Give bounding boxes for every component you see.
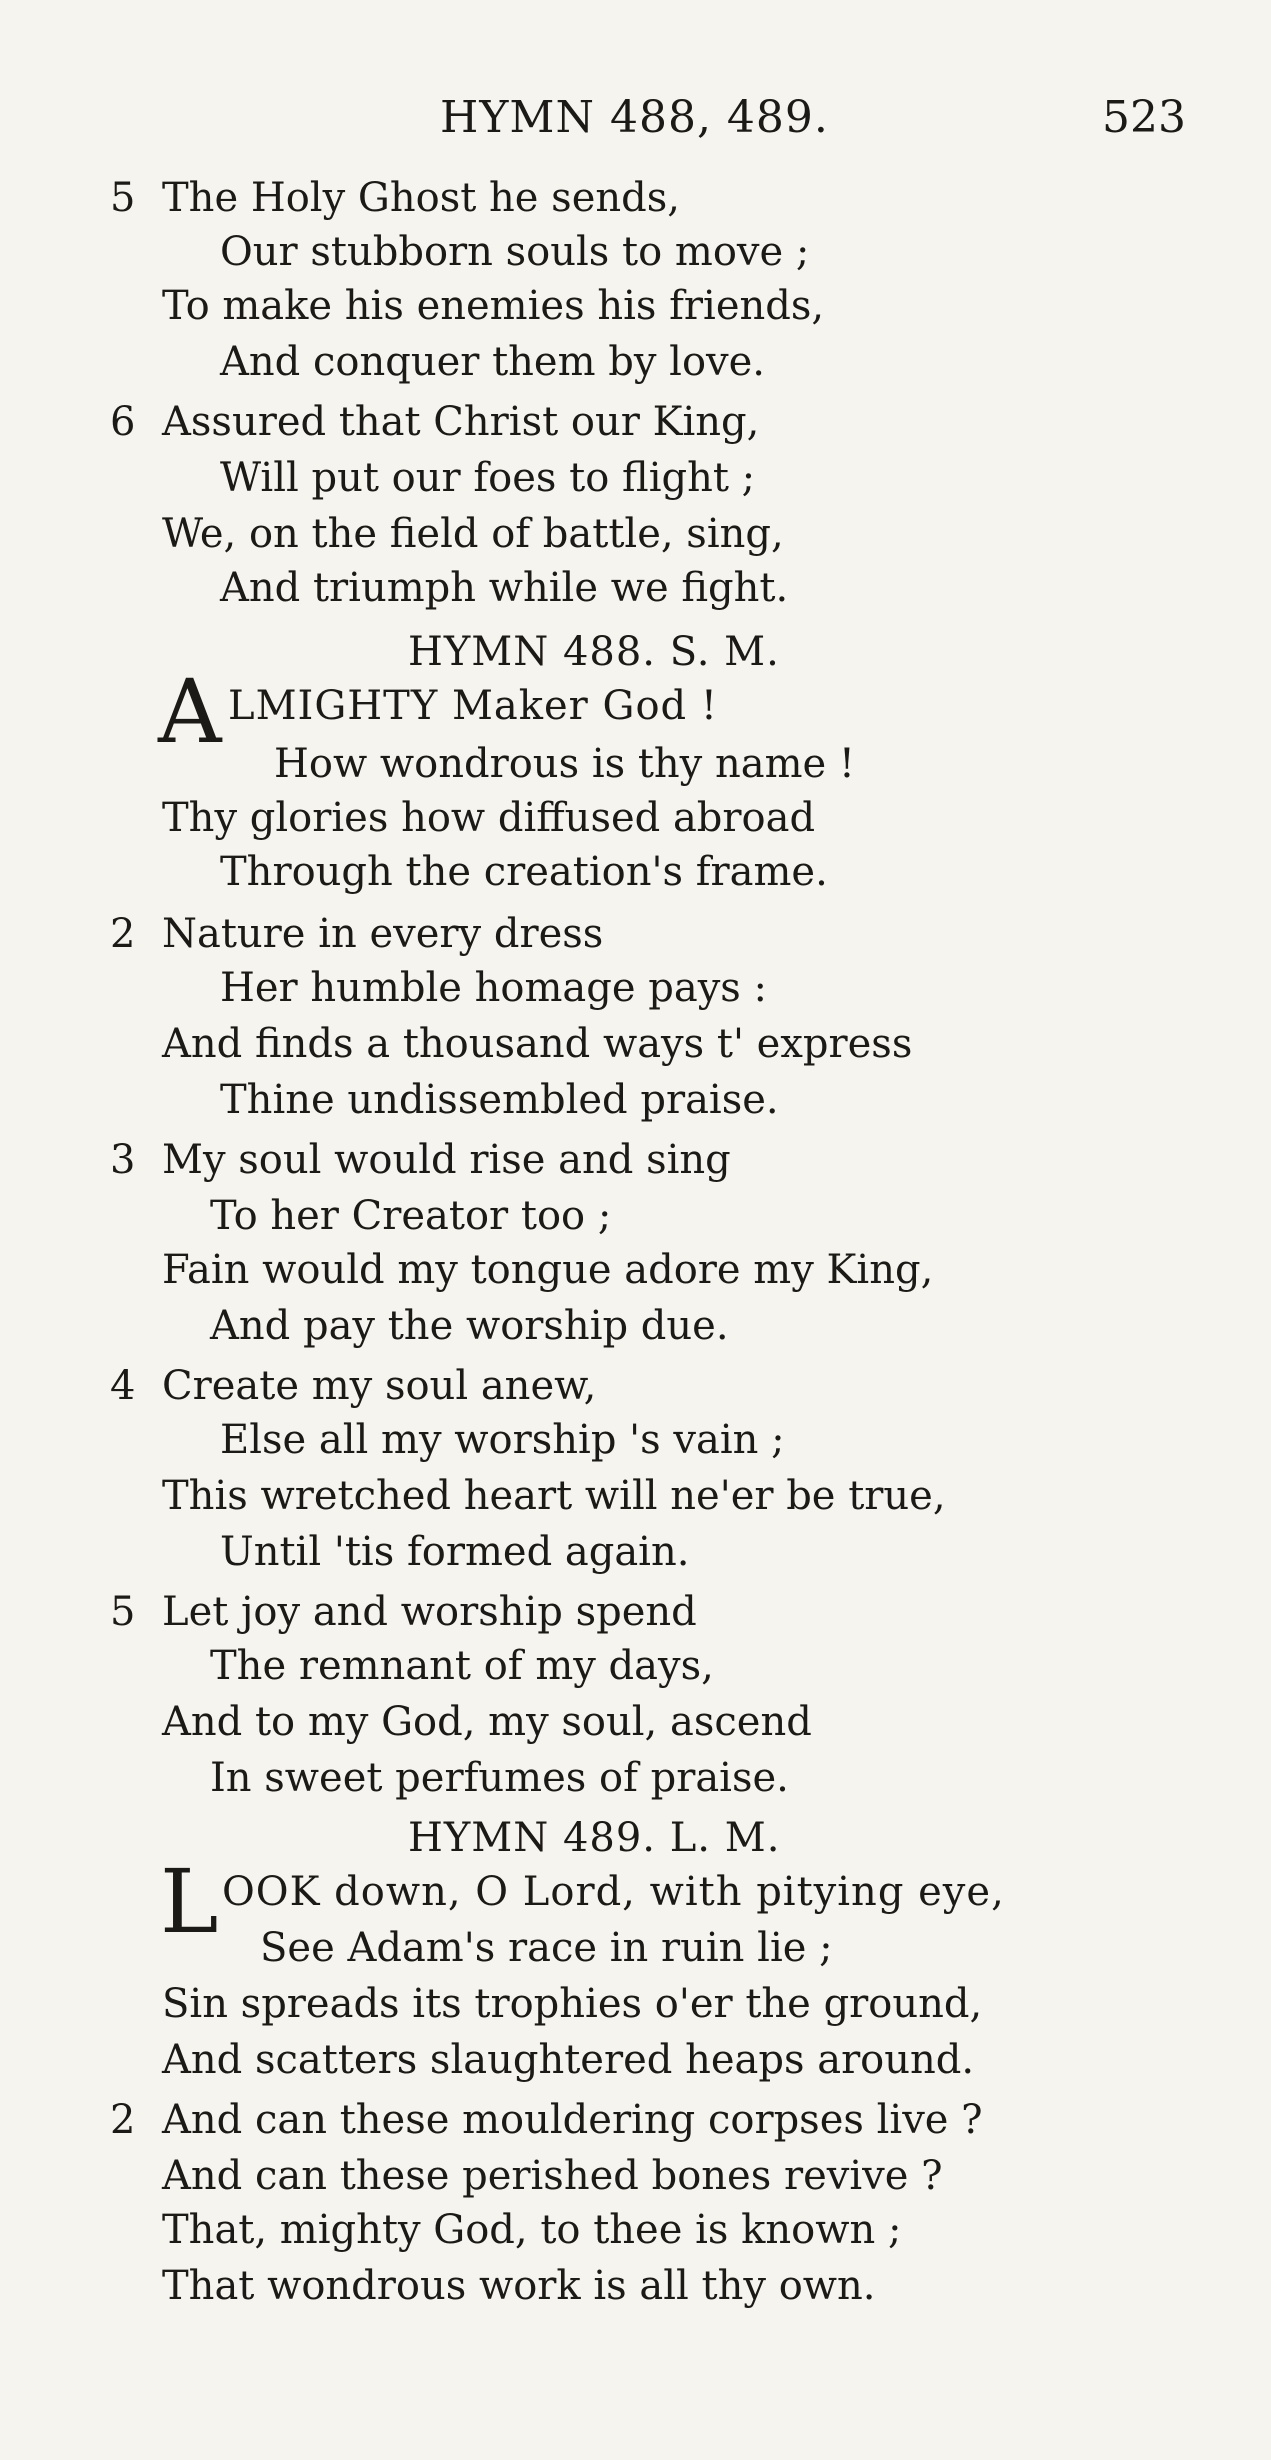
verse-line: OOK down, O Lord, with pitying eye,: [222, 1869, 1005, 1915]
verse-line: See Adam's race in ruin lie ;: [260, 1925, 833, 1971]
verse-number: 3: [110, 1137, 136, 1183]
verse-line: Assured that Christ our King,: [162, 399, 760, 445]
verse-line: Create my soul anew,: [162, 1363, 597, 1409]
verse-line: Let joy and worship spend: [162, 1589, 697, 1635]
verse-line: Fain would my tongue adore my King,: [162, 1247, 934, 1293]
verse-number: 4: [110, 1363, 136, 1409]
verse-number: 5: [110, 175, 136, 221]
verse-line: In sweet perfumes of praise.: [210, 1755, 789, 1801]
verse-line: Sin spreads its trophies o'er the ground,: [162, 1981, 983, 2027]
verse-line: And triumph while we fight.: [220, 565, 789, 611]
verse-number: 2: [110, 911, 136, 957]
verse-line: We, on the field of battle, sing,: [162, 511, 784, 557]
verse-number: 5: [110, 1589, 136, 1635]
verse-line: Nature in every dress: [162, 911, 604, 957]
verse-line: And pay the worship due.: [210, 1303, 729, 1349]
verse-line: Thy glories how diffused abroad: [162, 795, 816, 841]
verse-line: That wondrous work is all thy own.: [162, 2263, 876, 2309]
verse-line: That, mighty God, to thee is known ;: [162, 2207, 902, 2253]
verse-number: 2: [110, 2097, 136, 2143]
verse-number: 6: [110, 399, 136, 445]
verse-line: And to my God, my soul, ascend: [162, 1699, 812, 1745]
verse-line: Our stubborn souls to move ;: [220, 229, 810, 275]
verse-line: The Holy Ghost he sends,: [162, 175, 680, 221]
verse-line: Else all my worship 's vain ;: [220, 1417, 785, 1463]
verse-line: Will put our foes to flight ;: [220, 455, 756, 501]
verse-line: LMIGHTY Maker God !: [228, 683, 718, 729]
drop-cap: L: [160, 1850, 219, 1953]
verse-line: Through the creation's frame.: [220, 849, 828, 895]
hymn-489-heading: HYMN 489. L. M.: [408, 1815, 781, 1861]
page-number: 523: [1102, 92, 1186, 143]
verse-line: Until 'tis formed again.: [220, 1529, 690, 1575]
verse-line: My soul would rise and sing: [162, 1137, 731, 1183]
verse-line: How wondrous is thy name !: [274, 741, 855, 787]
hymn-488-heading: HYMN 488. S. M.: [408, 629, 780, 675]
drop-cap: A: [158, 660, 222, 763]
verse-line: This wretched heart will ne'er be true,: [162, 1473, 946, 1519]
verse-line: And scatters slaughtered heaps around.: [162, 2037, 975, 2083]
running-head: HYMN 488, 489.: [440, 92, 829, 143]
verse-line: Her humble homage pays :: [220, 965, 768, 1011]
verse-line: To her Creator too ;: [210, 1193, 612, 1239]
verse-line: And can these perished bones revive ?: [162, 2153, 943, 2199]
verse-line: Thine undissembled praise.: [220, 1077, 779, 1123]
verse-line: To make his enemies his friends,: [162, 283, 825, 329]
verse-line: And conquer them by love.: [220, 339, 766, 385]
verse-line: And finds a thousand ways t' express: [162, 1021, 913, 1067]
verse-line: The remnant of my days,: [210, 1643, 714, 1689]
verse-line: And can these mouldering corpses live ?: [162, 2097, 983, 2143]
